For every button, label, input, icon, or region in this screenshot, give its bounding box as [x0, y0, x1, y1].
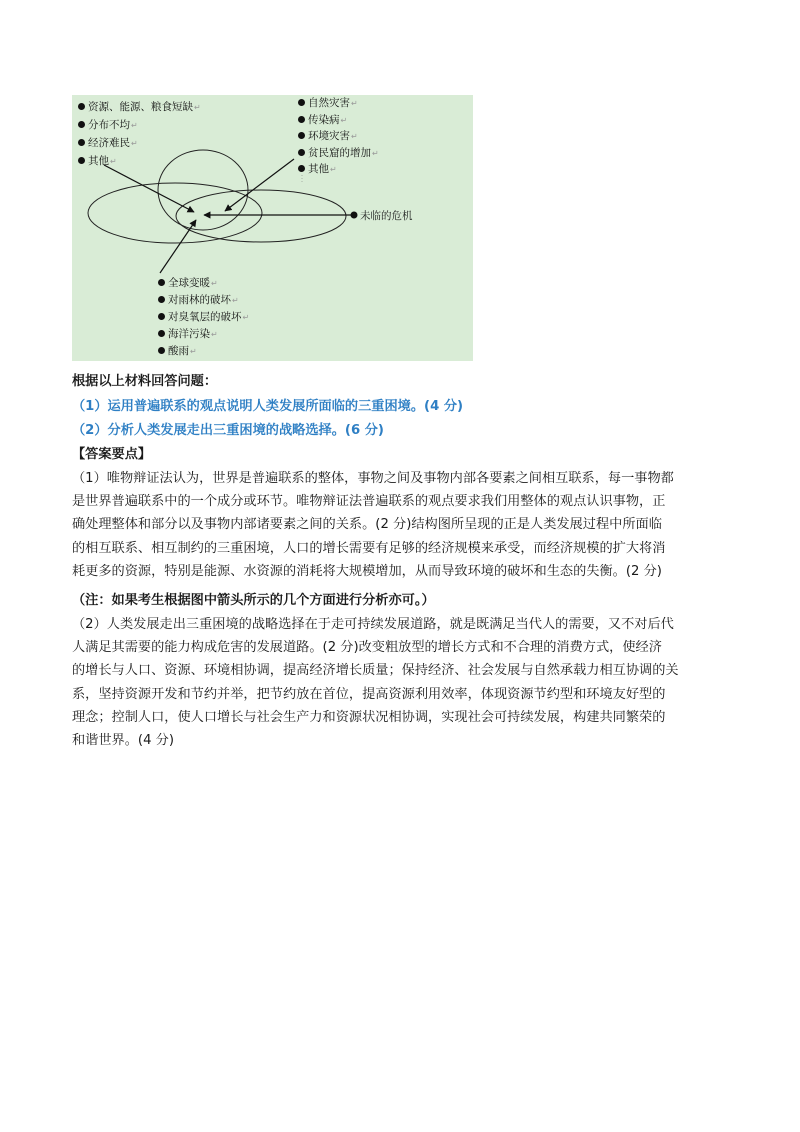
diagram-list-item — [78, 137, 138, 150]
return-mark-icon: ↵ — [232, 296, 239, 305]
diagram-item-label: 对雨林的破坏 — [168, 294, 231, 306]
diagram-item-label: 传染病 — [308, 113, 340, 126]
diagram-item-label: 自然灾害 — [308, 97, 350, 109]
question-2: （2）分析人类发展走出三重困境的战略选择。(6 分) — [72, 423, 384, 438]
question-intro: 根据以上材料回答问题： — [72, 374, 218, 389]
return-mark-icon: ↵ — [242, 313, 250, 322]
diagram-item-label: 环境灾害 — [308, 130, 350, 142]
diagram-item-label: 贫民窟的增加 — [308, 146, 371, 159]
return-mark-icon: ↵ — [190, 347, 197, 356]
answer-line: 理念；控制人口，使人口增长与社会生产力和资源状况相协调，实现社会可持续发展，构建共同繁荣的 — [72, 709, 666, 725]
answer-line: 的相互联系、相互制约的三重困境，人口的增长需要有足够的经济规模来承受，而经济规模的扩大将消 — [72, 540, 666, 556]
return-mark-icon: ↵ — [372, 148, 379, 158]
return-mark-icon: ↵ — [351, 132, 358, 141]
answer-line: 是世界普遍联系中的一个成分或环节。唯物辩证法普遍联系的观点要求我们用整体的观点认识事物，正 — [72, 494, 666, 510]
answer-line: 和谐世界。(4 分) — [72, 733, 174, 749]
answer-part-2 — [72, 613, 732, 752]
answer-part-1 — [72, 467, 732, 583]
answer-heading: 【答案要点】 — [72, 447, 152, 462]
answer-line: 的增长与人口、资源、环境相协调，提高经济增长质量；保持经济、社会发展与自然承载力相互协调的关 — [72, 663, 679, 679]
diagram-item-label: 分布不均 — [88, 119, 130, 131]
diagram-list-item — [158, 311, 249, 324]
answer-line: 系，坚持资源开发和节约并举，把节约放在首位，提高资源利用效率，体现资源节约型和环境友好型的 — [72, 686, 666, 702]
diagram-list-item — [78, 101, 201, 114]
bullet-icon — [298, 99, 305, 106]
bullet-icon — [78, 121, 85, 128]
diagram-lines — [72, 95, 473, 361]
bullet-icon — [298, 132, 305, 139]
diagram-list-item — [78, 155, 117, 168]
diagram-item-label: 酸雨 — [168, 345, 189, 357]
bullet-icon — [158, 347, 165, 354]
venn-diagram-figure — [72, 95, 473, 361]
diagram-list-item — [298, 130, 358, 143]
arrow-from-left-list — [104, 165, 194, 212]
return-mark-icon: ↵ — [211, 330, 218, 339]
return-mark-icon: ↵ — [194, 103, 201, 112]
diagram-list-item — [298, 163, 337, 176]
diagram-list-item — [158, 294, 239, 307]
answer-line: 人满足其需要的能力构成危害的发展道路。(2 分)改变粗放型的增长方式和不合理的消费方式，使经济 — [72, 640, 662, 656]
return-mark-icon: ↵ — [330, 165, 337, 174]
bullet-icon — [298, 116, 305, 123]
diagram-list-item — [298, 97, 358, 110]
bullet-icon — [158, 313, 165, 320]
return-mark-icon: ↵ — [211, 279, 218, 288]
bullet-icon — [78, 103, 85, 110]
answer-note: （注：如果考生根据图中箭头所示的几个方面进行分析亦可。） — [72, 593, 435, 608]
ellipse-right — [176, 190, 346, 242]
diagram-list-item — [158, 328, 218, 341]
diagram-item-label: 经济难民 — [88, 137, 130, 149]
return-mark-icon: ↵ — [340, 115, 348, 125]
bullet-icon — [298, 149, 305, 156]
answer-line: 确处理整体和部分以及事物内部诸要素之间的关系。(2 分)结构图所呈现的正是人类发展过程中所面临 — [72, 517, 662, 533]
answer-line: （2）人类发展走出三重困境的战略选择在于走可持续发展道路，就是既满足当代人的需要，又不对后代 — [72, 617, 674, 632]
return-mark-icon: ↵ — [131, 121, 138, 130]
bullet-icon — [158, 330, 165, 337]
ellipse-left — [88, 183, 262, 243]
diagram-list-item — [158, 345, 197, 358]
diagram-item-label: 其他 — [308, 163, 329, 175]
diagram-item-label: 海洋污染 — [168, 328, 210, 340]
bullet-icon — [158, 296, 165, 303]
answer-line: 耗更多的资源，特别是能源、水资源的消耗将大规模增加，从而导致环境的破坏和生态的失衡。(2 分) — [72, 563, 662, 579]
return-mark-icon: ↵ — [131, 139, 138, 148]
diagram-list-item — [158, 277, 218, 290]
bullet-icon — [298, 165, 305, 172]
arrow-from-bottom-list — [160, 220, 196, 273]
diagram-item-label: 全球变暖 — [168, 277, 210, 289]
bullet-icon — [78, 139, 85, 146]
diagram-list-item — [298, 147, 379, 160]
bullet-icon — [78, 157, 85, 164]
answer-line: （1）唯物辩证法认为，世界是普遍联系的整体，事物之间及事物内部各要素之间相互联系，每一事物都 — [72, 471, 674, 486]
question-1: （1）运用普遍联系的观点说明人类发展所面临的三重困境。(4 分) — [72, 399, 464, 414]
diagram-list-item — [78, 119, 138, 132]
return-mark-icon: ↵ — [110, 157, 117, 166]
return-mark-icon: ↵ — [351, 99, 358, 108]
diagram-item-label: 对臭氧层的破坏 — [168, 311, 242, 323]
bullet-icon — [158, 279, 165, 286]
crisis-label: 未临的危机 — [360, 210, 413, 222]
diagram-list-item — [298, 114, 347, 127]
circle-top — [158, 150, 248, 230]
diagram-item-label: 其他 — [88, 155, 109, 167]
arrow-from-right-list — [225, 159, 294, 211]
diagram-item-label: 资源、能源、粮食短缺 — [88, 101, 193, 113]
crisis-dot — [351, 212, 358, 219]
